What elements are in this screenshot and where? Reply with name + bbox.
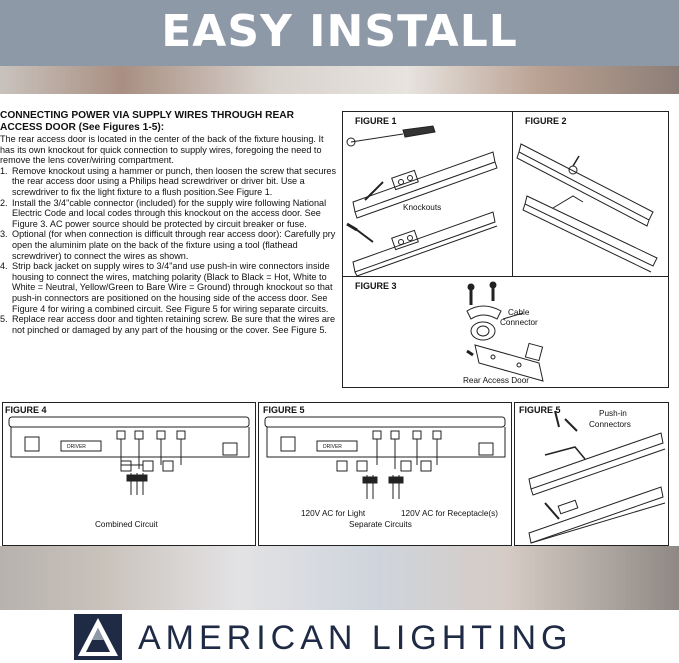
figure-4-box [2,402,256,546]
figure-5-caption-receptacle: 120V AC for Receptacle(s) [401,509,498,518]
figure-3-callout-rear-door: Rear Access Door [463,376,529,385]
figure-5-driver-label: DRIVER [323,444,342,450]
instructions-steps [0,166,336,336]
bottom-photo-strip [0,546,679,610]
figure-4-driver-label: DRIVER [67,444,86,450]
figure-1-callout-knockouts: Knockouts [403,203,442,212]
step-text: Install the 3/4"cable connector (included) for the supply wire following National Electric Code and local codes through this knockout on the access door. See Figure 3. AC power source should be protected by circuit breaker or fuse. [12,197,327,229]
american-lighting-logo-icon [74,614,122,660]
step-number: 2. [0,197,8,208]
figure-5-caption: Separate Circuits [349,520,412,529]
figure-2-box [512,111,669,278]
figure-5-wiring-box [258,402,512,546]
step-text: Replace rear access door and tighten retaining screw. Be sure that the wires are not pinched or damaged by any part of the housing or the cover. See Figure 5. [12,314,336,335]
figure-3-callout-cable: Cable [508,308,530,317]
figure-4-caption: Combined Circuit [95,520,158,529]
photo-strip [0,66,679,94]
step-text: Strip back jacket on supply wires to 3/4"and use push-in wire connectors inside housing to connect the wires, matching polarity (Black to Black = Hot, White to White = Neutral, Yellow/Green to Bare Wire = Ground) through knockout so that push-in connectors are positioned on the housing side of the access door. See Figure 4 for wiring a combined circuit. See Figure 5 for wiring separate circuits. [12,261,333,314]
figure-5-wiring-label: FIGURE 5 [263,405,305,415]
figure-5-caption-light: 120V AC for Light [301,509,366,518]
brand-name: AMERICAN LIGHTING [138,619,573,657]
step-number: 3. [0,229,8,240]
figure-2-label: FIGURE 2 [525,116,567,126]
instruction-step [0,229,336,261]
instructions-intro: The rear access door is located in the center of the back of the fixture housing. It has its own knockout for quick connection to supply wires, foregoing the need to remove the lens cover/wiring compartment. [0,134,324,166]
figure-3-drawing [343,277,668,387]
figure-1-box [342,111,514,278]
figure-4-label: FIGURE 4 [5,405,47,415]
step-number: 4. [0,261,8,272]
figure-1-label: FIGURE 1 [355,116,397,126]
figure-5-connectors-label: FIGURE 5 [519,405,561,415]
figure-1-drawing [343,112,513,277]
instructions-title: CONNECTING POWER VIA SUPPLY WIRES THROUGH REAR ACCESS DOOR (See Figures 1-5): [0,110,294,133]
figure-3-label: FIGURE 3 [355,281,397,291]
step-text: Optional (for when connection is difficult through rear access door): Carefully pry open the aluminim plate on the back of the fixture using a tool (flathead screwdriver) to connect the wires as shown. [12,229,336,261]
instructions-column [0,110,336,335]
instruction-step [0,314,336,335]
step-number: 1. [0,165,8,176]
figure-5-callout-push-in: Push-in [599,409,627,418]
figure-3-box [342,276,669,388]
step-number: 5. [0,314,8,325]
banner [0,0,679,66]
instruction-step [0,261,336,314]
figure-5-connectors-box [514,402,669,546]
instruction-step [0,166,336,198]
figure-2-drawing [513,112,668,277]
banner-title: EASY INSTALL [161,6,518,57]
step-text: Remove knockout using a hammer or punch, then loosen the screw that secures the rear access door using a Philips head screwdriver or driver bit. Use a screwdriver to fix the light fixture to a flush position.See Figure 1. [12,165,337,197]
figure-3-callout-connector: Connector [500,318,538,327]
figure-5-callout-connectors: Connectors [589,420,631,429]
instruction-step [0,198,336,230]
